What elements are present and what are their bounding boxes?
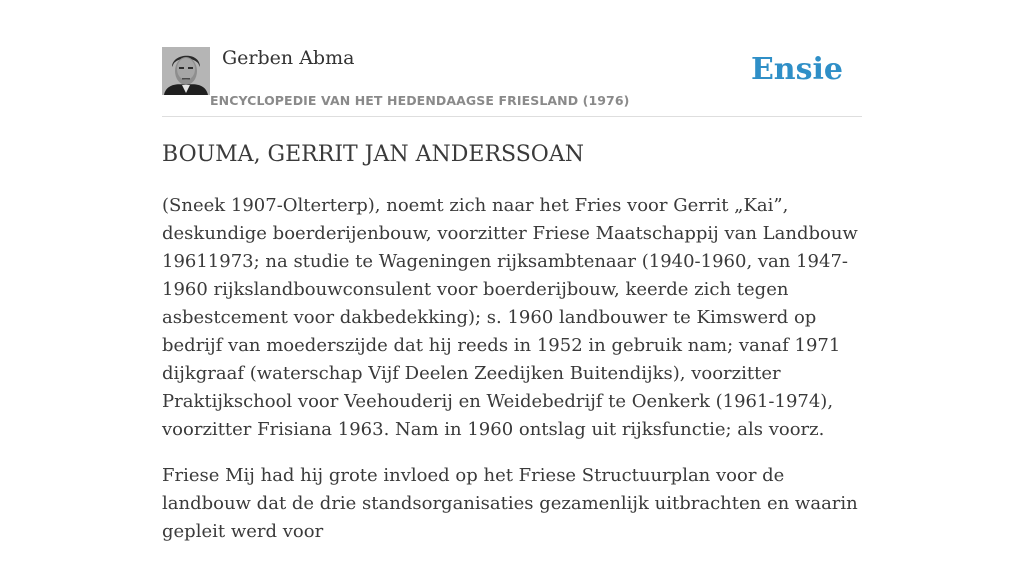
site-logo[interactable]: Ensie — [750, 52, 843, 87]
article-paragraph: (Sneek 1907-Olterterp), noemt zich naar het Fries voor Gerrit „Kai”, deskundige boerderijenbouw, voorzitter Friese Maatschappij van Landbouw 19611973; na studie te Wageningen rijksambtenaar (1940-1960, van 1947-1960 rijkslandbouwconsulent voor boerderijbouw, keerde zich tegen asbestcement voor dakbedekking); s. 1960 landbouwer te Kimswerd op bedrijf van moederszijde dat hij reeds in 1952 in gebruik nam; vanaf 1971 dijkgraaf (waterschap Vijf Deelen Zeedijken Buitendijks), voorzitter Praktijkschool voor Veehouderij en Weidebedrijf te Oenkerk (1961-1974), voorzitter Frisiana 1963. Nam in 1960 ontslag uit rijksfunctie; als voorz. — [162, 195, 858, 440]
article-title: BOUMA, GERRIT JAN ANDERSSOAN — [162, 142, 584, 167]
header — [162, 46, 862, 117]
source-label[interactable]: ENCYCLOPEDIE VAN HET HEDENDAAGSE FRIESLAND (1976) — [210, 93, 630, 108]
author-avatar[interactable] — [162, 47, 210, 95]
article-paragraph: Friese Mij had hij grote invloed op het Friese Structuurplan voor de landbouw dat de drie standsorganisaties gezamenlijk uitbrachten en waarin gepleit werd voor — [162, 465, 858, 542]
author-photo — [162, 47, 210, 95]
article-body — [162, 192, 862, 564]
author-name[interactable]: Gerben Abma — [222, 47, 355, 69]
